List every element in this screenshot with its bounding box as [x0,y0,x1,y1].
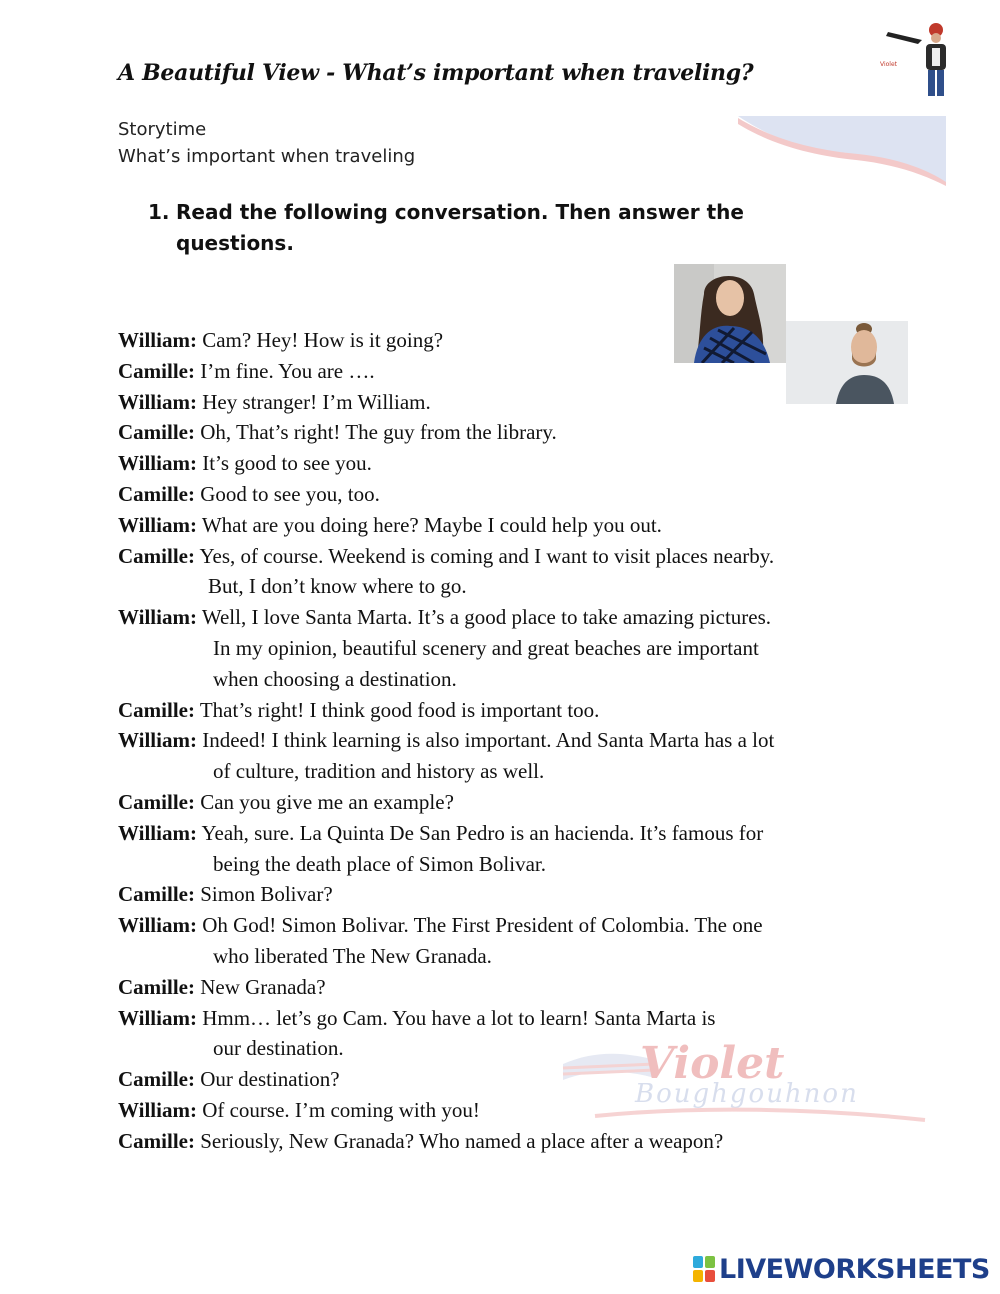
speaker-name: William: [118,328,197,352]
dialogue-line [118,387,898,418]
dialogue-line [118,879,898,910]
dialogue-continuation: our destination. [213,1036,344,1061]
dialogue-line [118,725,898,787]
speaker-name: William: [118,728,197,753]
dialogue-line [118,479,898,510]
speaker-name: William: [118,1005,197,1030]
speaker-name: William: [118,605,197,630]
speaker-name: Camille: [118,481,195,506]
dialogue-continuation: who liberated The New Granada. [213,943,492,968]
dialogue-line [118,787,898,818]
speaker-name: William: [118,451,197,476]
speaker-name: Camille: [118,543,195,568]
dialogue-text: Well, I love Santa Marta. It’s a good place to take amazing pictures. [201,605,772,630]
svg-text:Violet: Violet [880,61,898,68]
dialogue-text: I’m fine. You are …. [200,358,375,383]
dialogue-text: Our destination? [200,1067,340,1092]
watermark-line2: Boughgouhnon [635,1079,859,1109]
violet-watermark-logo [555,1020,935,1130]
dialogue-text: Hmm… let’s go Cam. You have a lot to learn! Santa Marta is [202,1005,716,1030]
dialogue-text: Yes, of course. Weekend is coming and I want to visit places nearby. [199,543,775,568]
decorative-wave [738,116,948,188]
subtitle-topic: What’s important when traveling [118,146,416,167]
speaker-name: William: [118,1097,197,1122]
instruction-number: 1. [148,200,170,224]
dialogue-text: Yeah, sure. La Quinta De San Pedro is an hacienda. It’s famous for [201,820,764,845]
dialogue-text: Can you give me an example? [200,789,454,814]
speaker-name: Camille: [118,789,195,814]
dialogue-line [118,910,898,972]
dialogue-line [118,695,898,726]
liveworksheets-logo [693,1254,990,1284]
speaker-name: William: [118,820,197,845]
dialogue-continuation: when choosing a destination. [213,666,457,691]
speaker-name: Camille: [118,882,195,907]
instruction-question-1 [148,197,828,259]
dialogue-line [118,325,898,356]
dialogue-text: Seriously, New Granada? Who named a place after a weapon? [200,1128,724,1153]
speaker-name: Camille: [118,1128,195,1153]
brand-name: LIVEWORKSHEETS [719,1253,990,1285]
dialogue-text: Of course. I’m coming with you! [202,1097,480,1122]
speaker-name: William: [118,512,197,537]
speaker-name: Camille: [118,697,195,722]
dialogue-text: What are you doing here? Maybe I could help you out. [201,512,662,537]
speaker-name: Camille: [118,1067,195,1092]
traveler-pointing-image [878,18,954,98]
dialogue-continuation: In my opinion, beautiful scenery and great beaches are important [213,635,759,660]
dialogue-text: Hey stranger! I’m William. [202,389,431,414]
dialogue-line [118,510,898,541]
page-title: A Beautiful View - What’s important when traveling? [118,60,754,86]
dialogue-line [118,602,898,694]
dialogue-text: Cam? Hey! How is it going? [202,328,444,352]
dialogue-text: Good to see you, too. [200,481,380,506]
speaker-name: William: [118,389,197,414]
subtitle-storytime: Storytime [118,119,207,140]
instruction-text: Read the following conversation. Then answer the questions. [176,200,744,255]
dialogue-text: Oh God! Simon Bolivar. The First President of Colombia. The one [202,913,763,938]
dialogue-line [118,972,898,1003]
dialogue-line [118,1126,898,1157]
dialogue-continuation: But, I don’t know where to go. [208,574,467,599]
dialogue-line [118,541,898,603]
dialogue-continuation: of culture, tradition and history as well. [213,759,545,784]
speaker-name: Camille: [118,974,195,999]
watermark-line1: Violet [640,1038,785,1089]
dialogue-line [118,818,898,880]
speaker-name: William: [118,913,197,938]
dialogue-text: Oh, That’s right! The guy from the library. [200,420,557,445]
speaker-name: Camille: [118,420,195,445]
dialogue-text: New Granada? [200,974,326,999]
dialogue-line [118,417,898,448]
dialogue-line [118,448,898,479]
dialogue-text: It’s good to see you. [202,451,372,476]
dialogue-continuation: being the death place of Simon Bolivar. [213,851,547,876]
liveworksheets-icon [693,1256,715,1282]
dialogue-text: Simon Bolivar? [200,882,333,907]
speaker-name: Camille: [118,358,195,383]
dialogue-text: Indeed! I think learning is also important. And Santa Marta has a lot [202,728,775,753]
dialogue-line [118,356,898,387]
dialogue-text: That’s right! I think good food is important too. [199,697,600,722]
